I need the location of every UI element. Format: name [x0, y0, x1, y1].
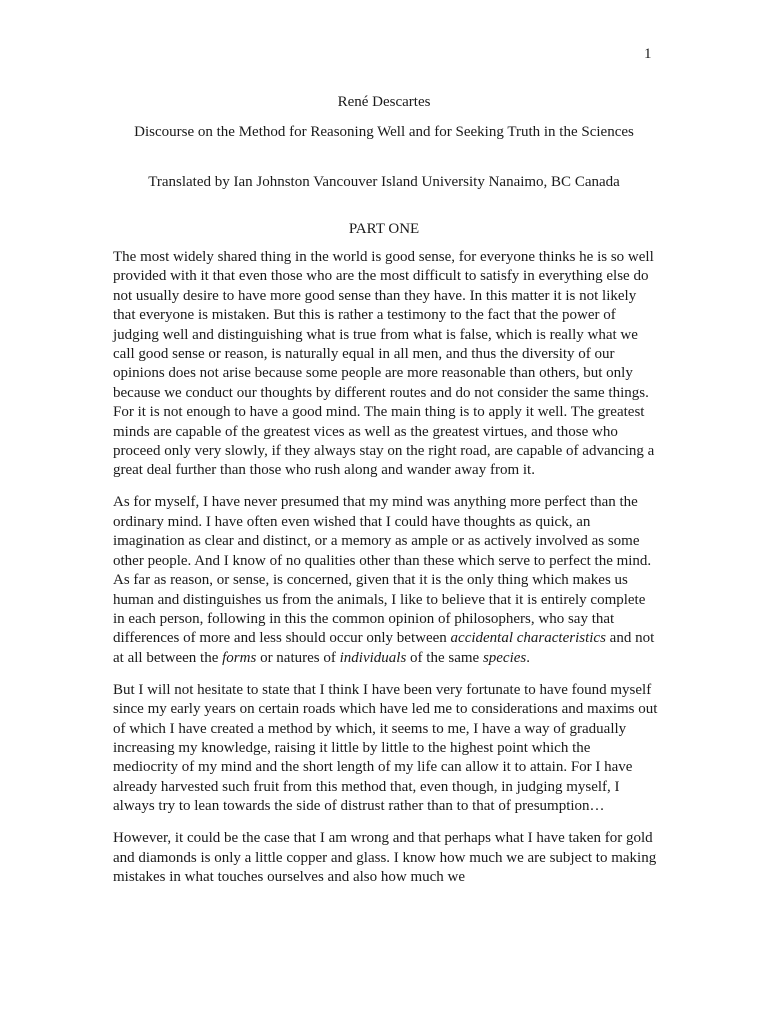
body-text: [113, 248, 658, 900]
paragraph-2-text-4: of the same: [406, 649, 483, 666]
paragraph-2-text-3: or natures of: [256, 649, 340, 666]
emphasis-accidental-characteristics: accidental characteristics: [450, 630, 606, 647]
paragraph-1: The most widely shared thing in the world is good sense, for everyone thinks he is so well provided with it that even those who are the most difficult to satisfy in everything else do not usually desire to have more good sense than they have. In this matter it is not likely that everyone is mistaken. But this is rather a testimony to the fact that the power of judging well and distinguishing what is true from what is false, which is really what we call good sense or reason, is naturally equal in all men, and thus the diversity of our opinions does not arise because some people are more reasonable than others, but only because we conduct our thoughts by different routes and do not consider the same things. For it is not enough to have a good mind. The main thing is to apply it well. The greatest minds are capable of the greatest vices as well as the greatest virtues, and those who proceed only very slowly, if they always stay on the right road, are capable of advancing a great deal further than those who rush along and wander away from it.: [113, 249, 655, 479]
emphasis-individuals: individuals: [339, 649, 407, 666]
paragraph-3: But I will not hesitate to state that I think I have been very fortunate to have found myself since my early years on certain roads which have led me to considerations and maxims out of which I have created a method by which, it seems to me, I have a way of gradually increasing my knowledge, raising it little by little to the highest point which the mediocrity of my mind and the short length of my life can allow it to attain. For I have already harvested such fruit from this method that, even though, in judging myself, I always try to lean towards the side of distrust rather than to that of presumption…: [113, 681, 658, 815]
paragraph-2-text-5: .: [526, 649, 531, 666]
section-heading: PART ONE: [348, 221, 420, 237]
document-title: Discourse on the Method for Reasoning Well and for Seeking Truth in the Sciences: [134, 124, 634, 140]
page-number: 1: [644, 46, 652, 62]
translator-line: Translated by Ian Johnston Vancouver Island University Nanaimo, BC Canada: [148, 174, 620, 190]
emphasis-forms: forms: [222, 649, 257, 666]
paragraph-4: However, it could be the case that I am wrong and that perhaps what I have taken for gold and diamonds is only a little copper and glass. I know how much we are subject to making mistakes in what touches ourselves and also how much we: [113, 830, 657, 885]
paragraph-2-text-1: As for myself, I have never presumed that my mind was anything more perfect than the ordinary mind. I have often even wished that I could have thoughts as quick, an imagination as clear and distinct, or a memory as ample or as actively involved as some other people. And I know of no qualities other than these which serve to perfect the mind. As far as reason, or sense, is concerned, given that it is the only thing which makes us human and distinguishes us from the animals, I like to believe that it is entirely complete in each person, following in this the common opinion of philosophers, who say that differences of more and less should occur only between: [113, 494, 652, 647]
author-name: René Descartes: [337, 94, 431, 110]
emphasis-species: species: [482, 649, 527, 666]
paragraph-2-text-2: and not at all between the: [113, 630, 655, 666]
paragraph-2: [113, 493, 658, 668]
